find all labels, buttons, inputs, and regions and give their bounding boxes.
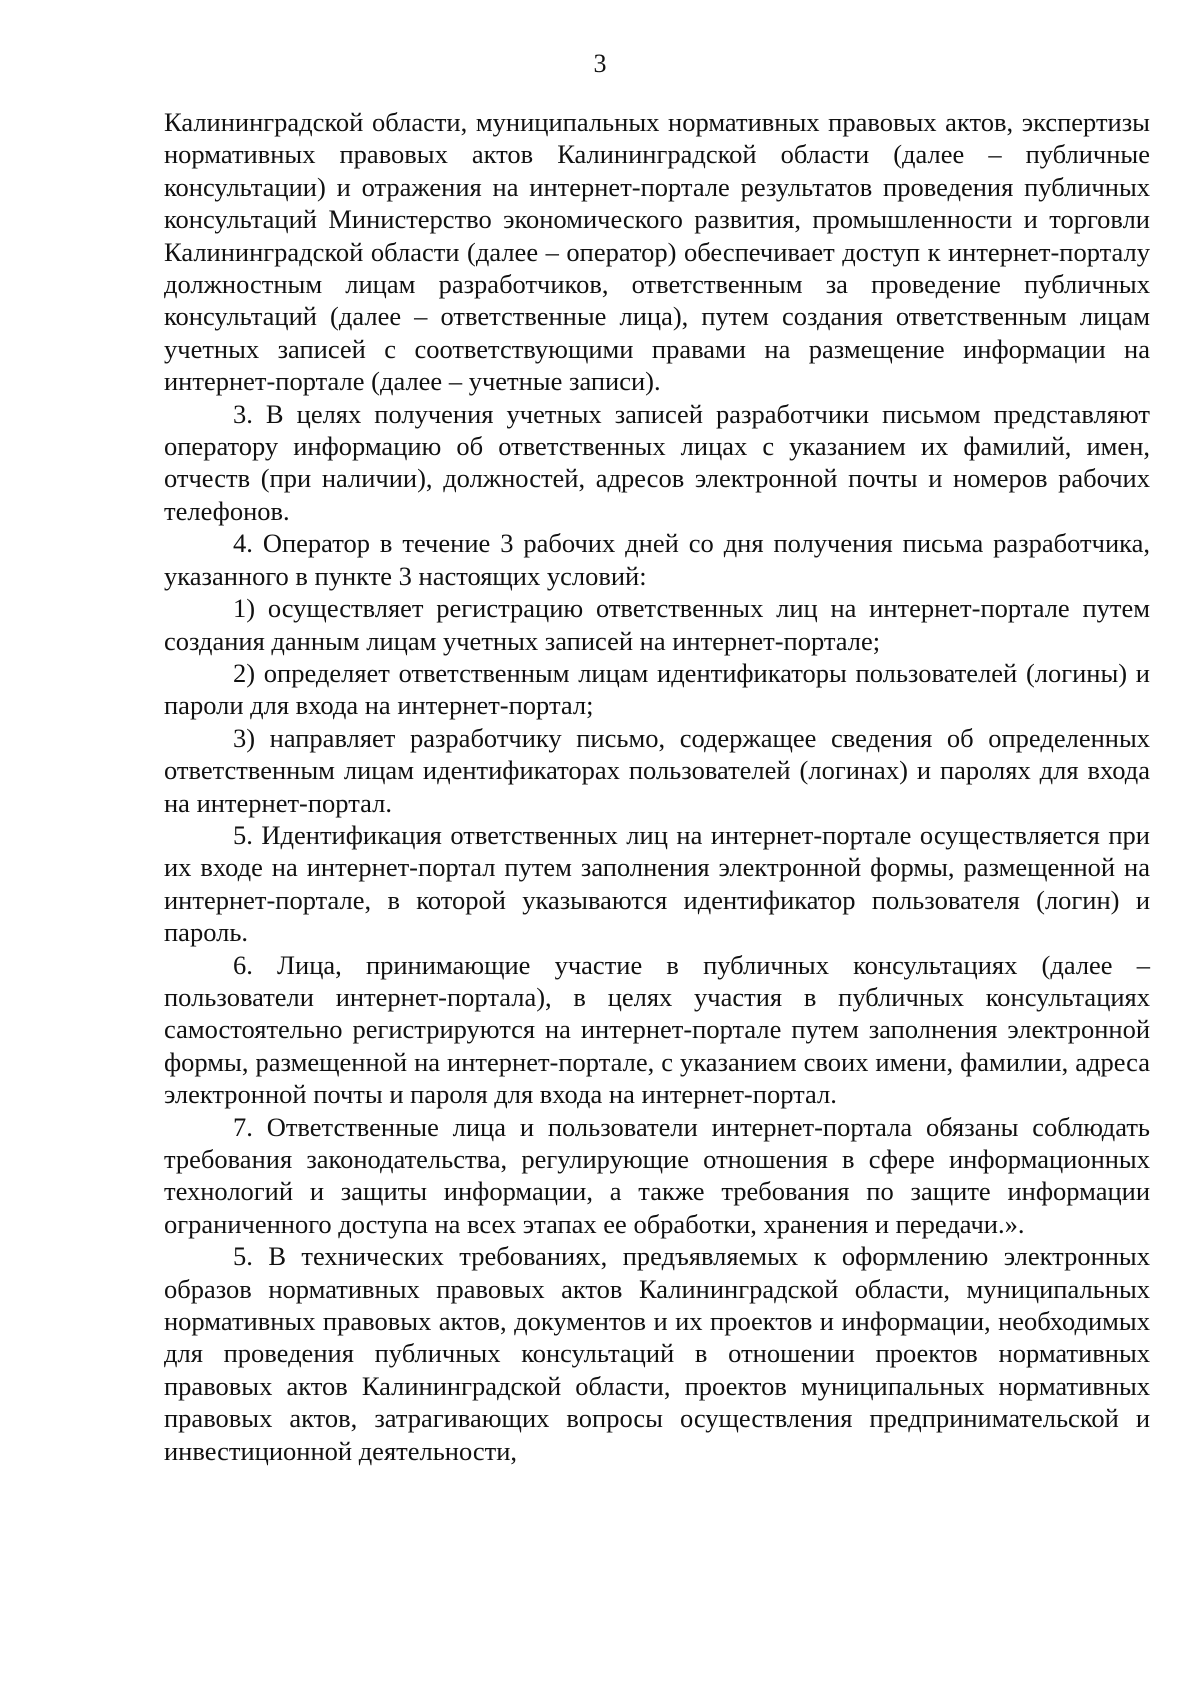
paragraph: 1) осуществляет регистрацию ответственных лиц на интернет-портале путем создания данным лицам учетных записей на интернет-портале;	[164, 593, 1150, 656]
paragraph: 6. Лица, принимающие участие в публичных консультациях (далее – пользователи интернет-портала), в целях участия в публичных консультациях самостоятельно регистрируются на интернет-портале путем заполнения электронной формы, размещенной на интернет-портале, с указанием своих имени, фамилии, адреса электронной почты и пароля для входа на интернет-портал.	[164, 949, 1150, 1110]
body-text	[164, 106, 1150, 1467]
paragraph: 7. Ответственные лица и пользователи интернет-портала обязаны соблюдать требования законодательства, регулирующие отношения в сфере информационных технологий и защиты информации, а также требования по защите информации ограниченного доступа на всех этапах ее обработки, хранения и передачи.».	[164, 1111, 1150, 1239]
page-number: 3	[593, 49, 607, 78]
paragraph: 5. В технических требованиях, предъявляемых к оформлению электронных образов нормативных правовых актов Калининградской области, муниципальных нормативных правовых актов, документов и их проектов и информации, необходимых для проведения публичных консультаций в отношении проектов нормативных правовых актов Калининградской области, проектов муниципальных нормативных правовых актов, затрагивающих вопросы осуществления предпринимательской и инвестиционной деятельности,	[164, 1241, 1150, 1466]
paragraph: 4. Оператор в течение 3 рабочих дней со дня получения письма разработчика, указанного в пункте 3 настоящих условий:	[164, 528, 1150, 591]
paragraph: 5. Идентификация ответственных лиц на интернет-портале осуществляется при их входе на интернет-портал путем заполнения электронной формы, размещенной на интернет-портале, в которой указываются идентификатор пользователя (логин) и пароль.	[164, 819, 1150, 948]
paragraph: 2) определяет ответственным лицам идентификаторы пользователей (логины) и пароли для входа на интернет-портал;	[164, 657, 1150, 721]
paragraph: 3. В целях получения учетных записей разработчики письмом представляют оператору информацию об ответственных лицах с указанием их фамилий, имен, отчеств (при наличии), должностей, адресов электронной почты и номеров рабочих телефонов.	[164, 398, 1150, 526]
paragraph: 3) направляет разработчику письмо, содержащее сведения об определенных ответственным лицам идентификаторах пользователей (логинах) и паролях для входа на интернет-портал.	[164, 722, 1150, 818]
paragraph: Калининградской области, муниципальных нормативных правовых актов, экспертизы нормативных правовых актов Калининградской области (далее – публичные консультации) и отражения на интернет-портале результатов проведения публичных консультаций Министерство экономического развития, промышленности и торговли Калининградской области (далее – оператор) обеспечивает доступ к интернет-порталу должностным лицам разработчиков, ответственным за проведение публичных консультаций (далее – ответственные лица), путем создания ответственным лицам учетных записей с соответствующими правами на размещение информации на интернет-портале (далее – учетные записи).	[164, 107, 1150, 397]
